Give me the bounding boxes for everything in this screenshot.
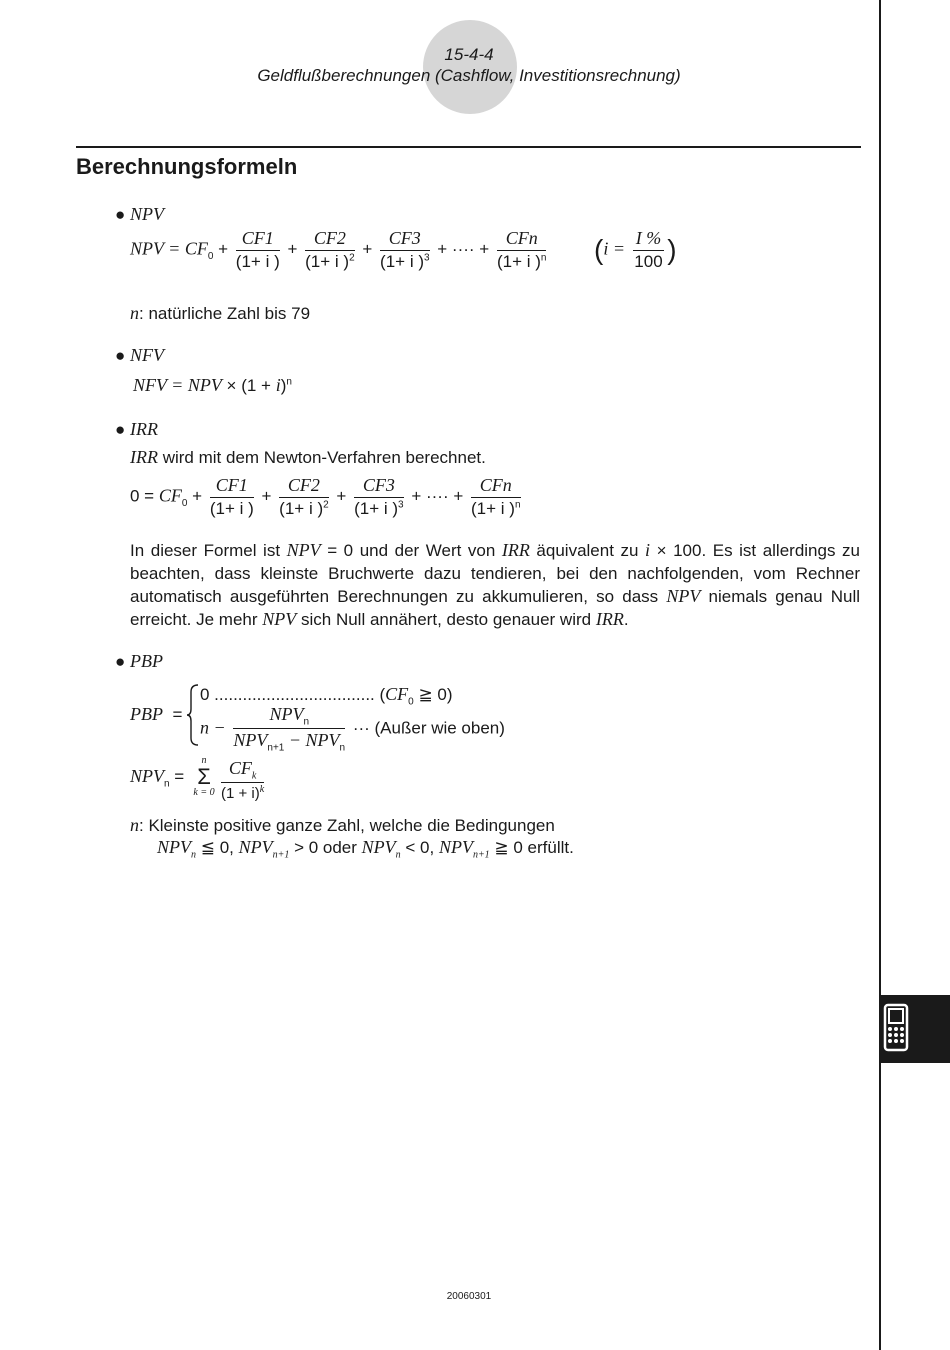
npvn-lhs: $NPV_n$ = bbox=[130, 766, 185, 790]
side-tab bbox=[879, 995, 950, 1063]
pbp-condition-2: $NPV_n$ ≦ 0, $NPV_{n+1} > 0$ oder $NPV_n < 0$, $NPV_{n+1}$ ≧ 0 erfüllt. bbox=[157, 837, 574, 861]
header-rule bbox=[76, 146, 861, 148]
pbp-case-1: 0 .................................. ($CF_0$ ≧ 0) bbox=[200, 684, 453, 708]
header-title: Geldflußberechnungen (Cashflow, Investitionsrechnung) bbox=[257, 66, 681, 85]
bullet-npv: ● NPV bbox=[115, 204, 164, 224]
pbp-lhs: PBP = bbox=[130, 704, 183, 724]
bullet-irr: ● IRR bbox=[115, 419, 158, 439]
pbp-case-2: n − $\frac{NPV_n}{NPV_{n+1} - NPV_n}$ ··· (Außer wie oben) bbox=[200, 704, 505, 754]
npv-formula: NPV = $CF_0$ + $\frac{CF1}{(1+ i )}$ + $\frac{CF2}{(1+ i )^2}$ + $\frac{CF3}{(1+ i )^3}$ + ···· + $\frac{\text{CFn}}{(1+ i )^n}$ bbox=[130, 228, 547, 271]
pbp-brace bbox=[186, 684, 200, 746]
nfv-formula: NFV = NPV × $(1 + i)^n$ bbox=[133, 375, 292, 395]
footer-code: 20060301 bbox=[446, 1291, 492, 1302]
right-margin-rule bbox=[879, 0, 881, 1350]
irr-intro: IRR wird mit dem Newton-Verfahren berechnet. bbox=[130, 447, 486, 467]
page-number: 15-4-4 bbox=[444, 45, 494, 64]
irr-formula: $0 = CF_0$ + $\frac{CF1}{(1+ i )}$ + $\frac{CF2}{(1+ i )^2}$ + $\frac{CF3}{(1+ i )^3}$ + ···· + $\frac{\text{CFn}}{(1+ i )^n}$ bbox=[130, 475, 521, 518]
calculator-icon bbox=[879, 995, 950, 1063]
bullet-pbp: ● PBP bbox=[115, 651, 163, 671]
i-definition: (i = $\frac{I \%}{100}$ ) bbox=[594, 228, 677, 271]
irr-explanation: In dieser Formel ist NPV = 0 und der Wert von IRR äquivalent zu i × 100. Es ist allerdings zu beachten, dass kleinste Bruchwerte dazu tendieren, bei den nachfolgenden, vom Rechner automatisch ausgeführten Berechnungen zu akkumulieren, so dass NPV niemals genau Null erreicht. Je mehr NPV sich Null annähert, desto genauer wird IRR. bbox=[130, 540, 860, 629]
summation: n Σ k = 0 bbox=[193, 755, 215, 798]
bullet-nfv: ● NFV bbox=[115, 345, 164, 365]
npv-note: n: natürliche Zahl bis 79 bbox=[130, 303, 311, 323]
pbp-condition-1: n: Kleinste positive ganze Zahl, welche die Bedingungen bbox=[130, 815, 555, 835]
summation-term: $\frac{CF_k}{(1 + i)^k}$ bbox=[221, 758, 265, 803]
section-title: Berechnungsformeln bbox=[76, 154, 298, 179]
